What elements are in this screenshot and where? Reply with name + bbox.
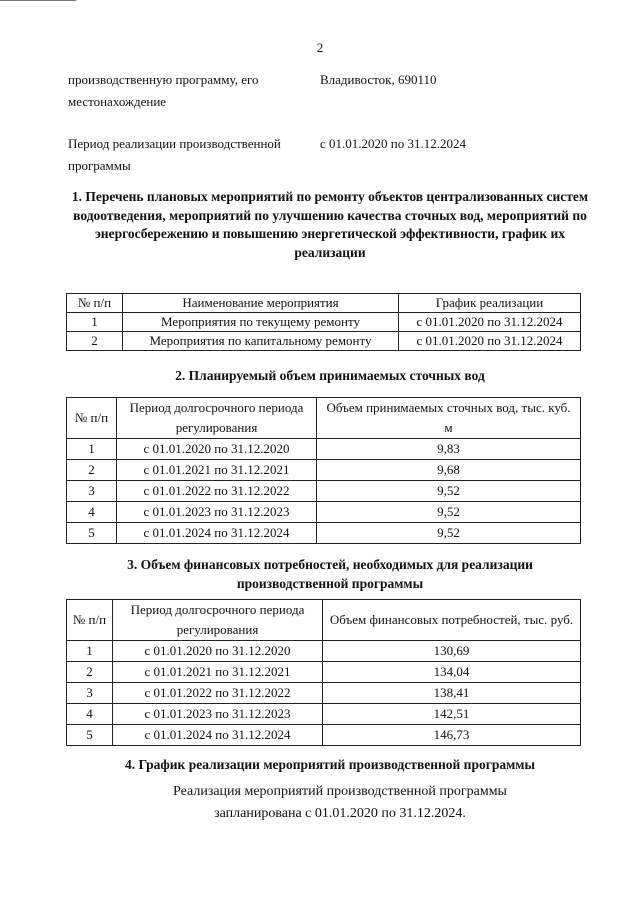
- cell-period: с 01.01.2020 по 31.12.2020: [117, 439, 317, 460]
- cell-number: 3: [67, 683, 113, 704]
- section-3-title: 3. Объем финансовых потребностей, необходимых для реализации производственной программы: [127, 557, 533, 591]
- cell-number: 4: [67, 502, 117, 523]
- cell-period: с 01.01.2024 по 31.12.2024: [117, 523, 317, 544]
- top-rule: [0, 0, 76, 1]
- table-row: [67, 460, 581, 481]
- table-row: [67, 481, 581, 502]
- section-1-title: 1. Перечень плановых мероприятий по ремонту объектов централизованных систем водоотведения, мероприятий по улучшению качества сточных вод, мероприятий по энергосбережению и повышению энергетической эффективности, график их реализации: [71, 189, 589, 260]
- section-4-text: Реализация мероприятий производственной программы запланирована с 01.01.2020 по 31.12.2024.: [173, 784, 507, 821]
- financial-needs-table: [66, 599, 581, 746]
- cell-volume: 9,83: [317, 439, 581, 460]
- cell-amount: 134,04: [323, 662, 581, 683]
- wastewater-volume-table: [66, 397, 581, 544]
- table-row: [67, 725, 581, 746]
- cell-volume: 9,52: [317, 523, 581, 544]
- events-table: [66, 293, 581, 351]
- header-cell: № п/п: [67, 398, 117, 439]
- info-value: с 01.01.2020 по 31.12.2024: [320, 136, 466, 151]
- cell-number: 3: [67, 481, 117, 502]
- section-2-title: 2. Планируемый объем принимаемых сточных вод: [175, 368, 485, 383]
- table-row: [67, 523, 581, 544]
- cell-volume: 9,52: [317, 502, 581, 523]
- table-row: [67, 662, 581, 683]
- cell-period: с 01.01.2022 по 31.12.2022: [117, 481, 317, 502]
- header-cell: График реализации: [399, 294, 581, 313]
- header-cell: Период долгосрочного периода регулирования: [113, 600, 323, 641]
- cell-period: с 01.01.2021 по 31.12.2021: [117, 460, 317, 481]
- header-cell: Объем финансовых потребностей, тыс. руб.: [323, 600, 581, 641]
- header-cell: № п/п: [67, 600, 113, 641]
- cell-schedule: с 01.01.2020 по 31.12.2024: [399, 313, 581, 332]
- cell-number: 2: [67, 332, 123, 351]
- table-row: [67, 683, 581, 704]
- cell-number: 2: [67, 662, 113, 683]
- cell-number: 5: [67, 523, 117, 544]
- cell-number: 2: [67, 460, 117, 481]
- cell-volume: 9,52: [317, 481, 581, 502]
- cell-name: Мероприятия по капитальному ремонту: [123, 332, 399, 351]
- info-value: Владивосток, 690110: [320, 72, 437, 87]
- table-row: [67, 332, 581, 351]
- cell-number: 1: [67, 313, 123, 332]
- header-cell: Наименование мероприятия: [123, 294, 399, 313]
- cell-number: 4: [67, 704, 113, 725]
- info-row-location: [68, 69, 568, 113]
- cell-schedule: с 01.01.2020 по 31.12.2024: [399, 332, 581, 351]
- cell-amount: 142,51: [323, 704, 581, 725]
- table-row: [67, 641, 581, 662]
- cell-period: с 01.01.2021 по 31.12.2021: [113, 662, 323, 683]
- cell-period: с 01.01.2022 по 31.12.2022: [113, 683, 323, 704]
- cell-amount: 138,41: [323, 683, 581, 704]
- table-row: [67, 704, 581, 725]
- cell-amount: 146,73: [323, 725, 581, 746]
- header-cell: Объем принимаемых сточных вод, тыс. куб. м: [317, 398, 581, 439]
- cell-number: 1: [67, 641, 113, 662]
- table-row: [67, 313, 581, 332]
- info-row-period: [68, 133, 568, 177]
- page-number: 2: [316, 40, 324, 55]
- table-row: [67, 439, 581, 460]
- cell-period: с 01.01.2023 по 31.12.2023: [117, 502, 317, 523]
- table-row: [67, 502, 581, 523]
- cell-period: с 01.01.2024 по 31.12.2024: [113, 725, 323, 746]
- section-4-title: 4. График реализации мероприятий производственной программы: [124, 757, 536, 772]
- cell-period: с 01.01.2020 по 31.12.2020: [113, 641, 323, 662]
- table-header-row: [67, 398, 581, 439]
- header-cell: Период долгосрочного периода регулирования: [117, 398, 317, 439]
- cell-amount: 130,69: [323, 641, 581, 662]
- cell-number: 1: [67, 439, 117, 460]
- info-label: Период реализации производственной программы: [68, 136, 281, 173]
- cell-volume: 9,68: [317, 460, 581, 481]
- table-header-row: [67, 600, 581, 641]
- header-cell: № п/п: [67, 294, 123, 313]
- cell-number: 5: [67, 725, 113, 746]
- cell-name: Мероприятия по текущему ремонту: [123, 313, 399, 332]
- table-header-row: [67, 294, 581, 313]
- info-label: производственную программу, его местонахождение: [68, 72, 259, 109]
- cell-period: с 01.01.2023 по 31.12.2023: [113, 704, 323, 725]
